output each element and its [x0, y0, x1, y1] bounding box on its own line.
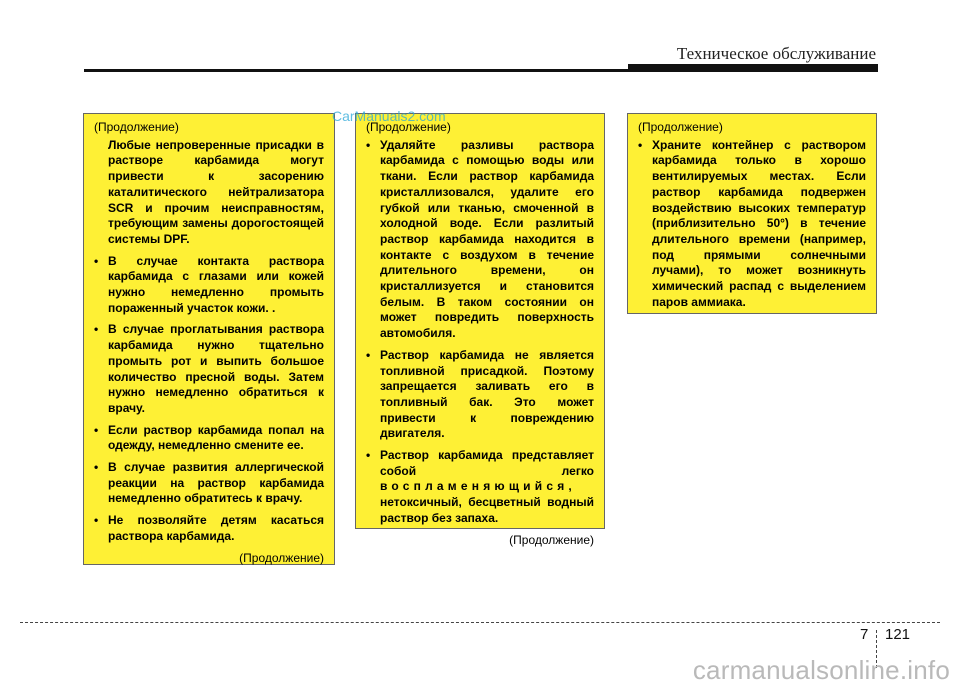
bullet-icon: • — [94, 422, 99, 437]
list-item: • Раствор карбамида не является топливной присадкой. Поэтому запрещается заливать его в топливный бак. Это может привести к повреждению двигателя. — [366, 347, 594, 441]
caution-box-1 — [83, 113, 335, 565]
footer-dashed-rule — [20, 622, 940, 623]
bullet-icon: • — [366, 448, 371, 463]
list-item: • Раствор карбамида представляет собой легко воспламеняющийся, нетоксичный, бесцветный водный раствор без запаха. — [366, 448, 594, 525]
spaced-word: воспламеняющийся, — [380, 479, 576, 494]
header-rule — [84, 69, 878, 72]
list-item: • В случае контакта раствора карбамида с глазами или кожей нужно немедленно промыть пораженный участок кожи. . — [94, 253, 324, 315]
bullet-icon: • — [94, 460, 99, 475]
list-item: • Храните контейнер с раствором карбамида только в хорошо вентилируемых местах. Если раствор карбамида подвержен воздействию высоких температур (приблизительно 50°) в течение длительного времени (например, под прямыми солнечными лучами), то может возникнуть химический распад с выделением паров аммиака. — [638, 137, 866, 309]
list-item: • Не позволяйте детям касаться раствора карбамида. — [94, 513, 324, 543]
continued-label: (Продолжение) — [509, 532, 594, 547]
page-number: 121 — [885, 626, 911, 643]
bullet-icon: • — [94, 322, 99, 337]
list-item: • В случае развития аллергической реакции на раствор карбамида немедленно обратитесь к врачу. — [94, 460, 324, 506]
watermark-top: CarManuals2.com — [332, 108, 446, 124]
list-item: • Если раствор карбамида попал на одежду, немедленно смените ее. — [94, 422, 324, 453]
list-item: • Удаляйте разливы раствора карбамида с помощью воды или ткани. Если раствор карбамида кристаллизовался, удалите его губкой или тканью, смоченной в холодной воде. Если разлитый раствор карбамида находится в контакте с воздухом в течение длительного времени, он кристаллизуется и становится белым. В таком состоянии он может повредить поверхность автомобиля. — [366, 137, 594, 341]
bullet-icon: • — [638, 137, 643, 152]
watermark-bottom: carmanualsonline.info — [692, 655, 950, 685]
bullet-icon: • — [94, 513, 99, 528]
bullet-icon: • — [366, 347, 371, 362]
list-item: • В случае проглатывания раствора карбамида нужно тщательно промыть рот и выпить большое количество пресной воды. Затем нужно немедленно обратиться к врачу. — [94, 322, 324, 415]
box-heading: (Продолжение) — [638, 120, 723, 134]
caution-box-3 — [627, 113, 877, 314]
continued-label: (Продолжение) — [239, 550, 324, 565]
caution-box-2 — [355, 113, 605, 547]
page-header-title: Техническое обслуживание — [676, 44, 876, 63]
bullet-icon: • — [94, 253, 99, 268]
bullet-icon: • — [366, 137, 371, 152]
box-intro-text: Любые непроверенные присадки в растворе карбамида могут привести к засорению каталитического нейтрализатора SCR и прочим неисправностям, требующим замены дорогостоящей системы DPF. — [108, 137, 324, 246]
box-heading: (Продолжение) — [366, 120, 451, 134]
chapter-number: 7 — [860, 626, 869, 643]
box-heading: (Продолжение) — [94, 120, 179, 134]
